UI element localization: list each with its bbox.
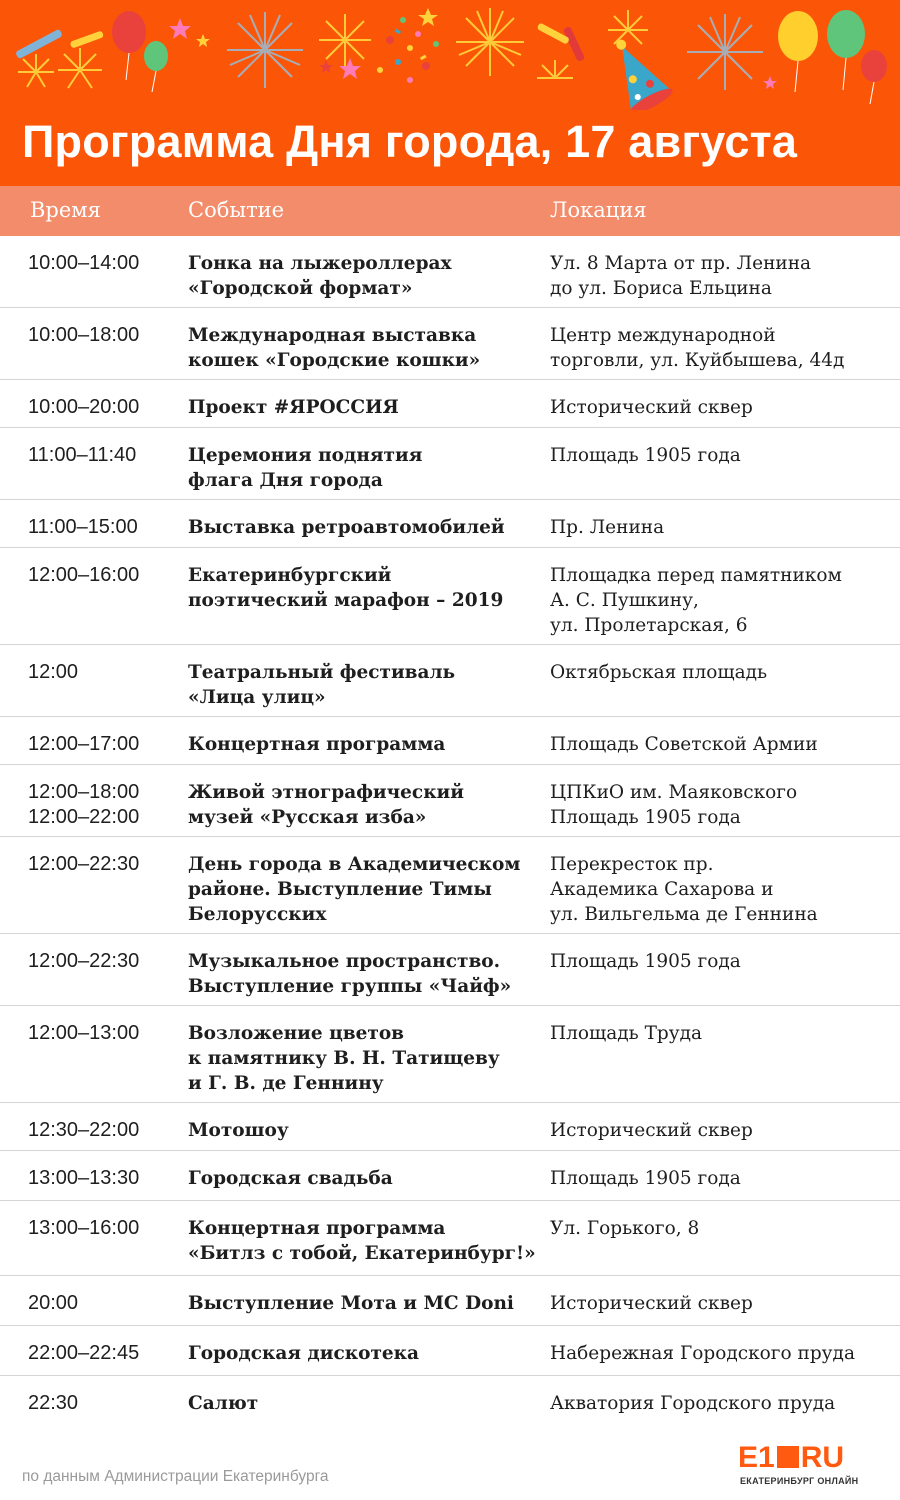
row-event: Мотошоу	[188, 1120, 289, 1141]
row-time: 12:00–17:00	[28, 733, 140, 755]
row-time: 12:00–22:30	[28, 950, 140, 972]
row-time: 13:00–13:30	[28, 1167, 140, 1189]
fireworks-balloons-confetti-icon	[0, 0, 900, 110]
row-time: 22:00–22:45	[28, 1342, 140, 1364]
row-location: Площадь Труда	[550, 1023, 703, 1044]
row-event: Гонка на лыжероллерах «Городской формат»	[188, 253, 452, 299]
page-title: Программа Дня города, 17 августа	[22, 116, 798, 167]
schedule-table-body	[0, 236, 900, 1429]
page-header	[0, 0, 900, 186]
row-event: Проект #ЯРОССИЯ	[188, 397, 399, 418]
row-location: Исторический сквер	[550, 1120, 753, 1141]
logo-square-icon	[777, 1446, 799, 1468]
row-event: День города в Академическом районе. Выступление Тимы Белорусских	[188, 854, 521, 925]
row-event: Выступление Мота и MC Doni	[188, 1293, 514, 1314]
e1-logo	[738, 1443, 868, 1491]
row-location: ЦПКиО им. Маяковского Площадь 1905 года	[550, 782, 798, 828]
row-time: 10:00–20:00	[28, 396, 140, 418]
table-header	[0, 186, 900, 236]
logo-ru-text: RU	[800, 1441, 845, 1474]
row-location: Пр. Ленина	[550, 517, 665, 538]
row-event: Городская свадьба	[188, 1168, 393, 1189]
row-event: Екатеринбургский поэтический марафон – 2019	[188, 565, 504, 611]
row-location: Центр международной торговли, ул. Куйбышева, 44д	[550, 325, 845, 371]
row-time: 11:00–15:00	[28, 516, 138, 538]
table-row	[0, 765, 900, 837]
table-row	[0, 428, 900, 500]
row-event: Международная выставка кошек «Городские кошки»	[188, 325, 481, 371]
row-time: 22:30	[28, 1392, 79, 1414]
row-location: Исторический сквер	[550, 1293, 753, 1314]
row-event: Выставка ретроавтомобилей	[188, 517, 505, 538]
row-time: 10:00–18:00	[28, 324, 140, 346]
row-event: Городская дискотека	[188, 1343, 420, 1364]
row-time: 12:30–22:00	[28, 1119, 140, 1141]
row-location: Акватория Городского пруда	[550, 1393, 836, 1414]
row-event: Салют	[188, 1393, 259, 1414]
row-location: Ул. Горького, 8	[550, 1218, 700, 1239]
table-row	[0, 236, 900, 308]
row-time: 12:00	[28, 661, 79, 683]
row-event: Возложение цветов к памятнику В. Н. Татищеву и Г. В. де Геннину	[188, 1023, 500, 1094]
row-location: Площадь 1905 года	[550, 1168, 741, 1189]
table-row	[0, 1006, 900, 1103]
row-time: 20:00	[28, 1292, 79, 1314]
row-event: Живой этнографический музей «Русская изба»	[188, 782, 465, 828]
row-location: Перекресток пр. Академика Сахарова и ул. Вильгельма де Геннина	[550, 854, 818, 925]
row-event: Концертная программа	[188, 734, 446, 755]
table-row	[0, 837, 900, 934]
row-event: Театральный фестиваль «Лица улиц»	[188, 662, 456, 708]
logo-e1-text: E1	[738, 1441, 775, 1474]
row-time: 13:00–16:00	[28, 1217, 140, 1239]
e1-logo-mark	[738, 1443, 844, 1473]
table-row	[0, 1201, 900, 1276]
table-row	[0, 934, 900, 1006]
column-header-location: Локация	[550, 198, 647, 222]
table-row	[0, 500, 900, 548]
table-row	[0, 1151, 900, 1201]
table-row	[0, 1276, 900, 1326]
table-row	[0, 645, 900, 717]
row-location: Площадь 1905 года	[550, 445, 741, 466]
row-event: Музыкальное пространство. Выступление группы «Чайф»	[188, 951, 512, 997]
source-note: по данным Администрации Екатеринбурга	[22, 1468, 329, 1485]
column-header-time: Время	[30, 198, 101, 222]
row-time: 11:00–11:40	[28, 444, 137, 466]
row-time: 12:00–13:00	[28, 1022, 140, 1044]
row-location: Октябрьская площадь	[550, 662, 768, 683]
row-location: Набережная Городского пруда	[550, 1343, 855, 1364]
column-header-event: Событие	[188, 198, 285, 222]
row-time: 10:00–14:00	[28, 252, 140, 274]
row-time: 12:00–18:00 12:00–22:00	[28, 781, 140, 828]
page-footer	[0, 1440, 900, 1500]
table-row	[0, 548, 900, 645]
row-location: Ул. 8 Марта от пр. Ленина до ул. Бориса Ельцина	[550, 253, 812, 299]
logo-subtitle: ЕКАТЕРИНБУРГ ОНЛАЙН	[740, 1476, 859, 1486]
row-location: Исторический сквер	[550, 397, 753, 418]
row-location: Площадка перед памятником А. С. Пушкину, ул. Пролетарская, 6	[550, 565, 842, 636]
row-time: 12:00–16:00	[28, 564, 140, 586]
row-time: 12:00–22:30	[28, 853, 140, 875]
table-row	[0, 717, 900, 765]
table-row	[0, 1103, 900, 1151]
table-row	[0, 1326, 900, 1376]
row-location: Площадь 1905 года	[550, 951, 741, 972]
table-row	[0, 1376, 900, 1429]
table-row	[0, 308, 900, 380]
row-location: Площадь Советской Армии	[550, 734, 818, 755]
row-event: Церемония поднятия флага Дня города	[188, 445, 423, 491]
table-row	[0, 380, 900, 428]
row-event: Концертная программа «Битлз с тобой, Екатеринбург!»	[188, 1218, 536, 1264]
